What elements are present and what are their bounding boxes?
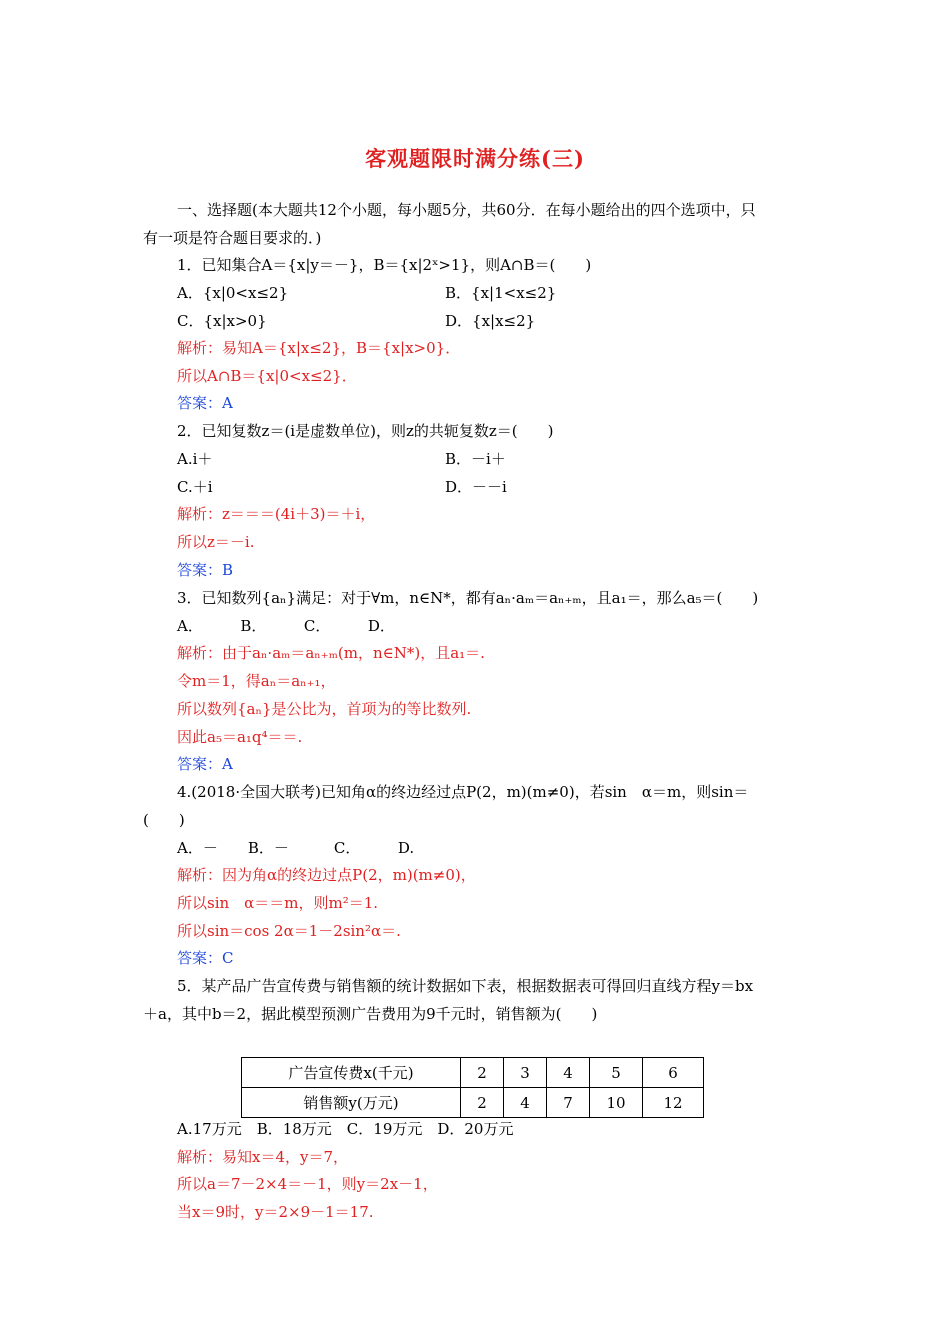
q2-solution-2: 所以z＝－i. (177, 533, 255, 551)
table-row (242, 1088, 704, 1118)
q5-stem-2: ＋a，其中b＝2，据此模型预测广告费用为9千元时，销售额为( ) (143, 1005, 598, 1023)
q3-solution-1: 解析：由于aₙ·aₘ＝aₙ₊ₘ(m，n∈N*)，且a₁＝. (177, 644, 485, 662)
q2-solution-1: 解析：z＝＝＝(4i＋3)＝＋i， (177, 505, 376, 523)
q4-solution-1: 解析：因为角α的终边过点P(2，m)(m≠0)， (177, 866, 476, 884)
q2-option-b: B．－i＋ (445, 450, 506, 468)
q4-options: A．－ B．－ C． D. (177, 839, 415, 857)
q4-stem-2: ( ) (143, 811, 185, 829)
table-cell: 2 (461, 1088, 504, 1118)
q2-answer: 答案：B (177, 561, 234, 579)
q1-solution-1: 解析：易知A＝{x|x≤2}，B＝{x|x>0}． (177, 339, 461, 357)
q5-solution-3: 当x＝9时，y＝2×9－1＝17. (177, 1203, 374, 1221)
q1-option-b: B．{x|1<x≤2} (445, 284, 557, 302)
q2-option-a: A.i＋ (177, 450, 213, 468)
table-cell: 3 (504, 1058, 547, 1088)
table-cell: 6 (643, 1058, 704, 1088)
q5-options: A.17万元 B．18万元 C．19万元 D．20万元 (177, 1120, 514, 1138)
table-row (242, 1058, 704, 1088)
q1-option-d: D．{x|x≤2} (445, 312, 536, 330)
q1-answer: 答案：A (177, 394, 233, 412)
table-cell: 4 (504, 1088, 547, 1118)
q5-data-table (241, 1057, 704, 1118)
q1-solution-2: 所以A∩B＝{x|0<x≤2}． (177, 367, 357, 385)
q3-solution-3: 所以数列{aₙ}是公比为，首项为的等比数列. (177, 700, 472, 718)
page-title: 客观题限时满分练(三) (365, 146, 585, 171)
q1-option-a: A．{x|0<x≤2} (177, 284, 289, 302)
q4-solution-2: 所以sin α＝＝m，则m²＝1. (177, 894, 379, 912)
table-cell: 10 (590, 1088, 643, 1118)
q3-solution-2: 令m＝1，得aₙ＝aₙ₊₁， (177, 672, 336, 690)
table-cell: 2 (461, 1058, 504, 1088)
q1-stem: 1．已知集合A＝{x|y＝－}，B＝{x|2ˣ>1}，则A∩B＝( ) (177, 256, 592, 274)
q3-solution-4: 因此a₅＝a₁q⁴＝＝. (177, 728, 303, 746)
q5-solution-1: 解析：易知x＝4，y＝7， (177, 1148, 349, 1166)
q4-answer: 答案：C (177, 949, 234, 967)
q2-option-d: D．－－i (445, 478, 507, 496)
table-cell: 销售额y(万元) (242, 1088, 461, 1118)
q5-stem-1: 5．某产品广告宣传费与销售额的统计数据如下表，根据数据表可得回归直线方程y＝bx (177, 977, 754, 995)
q4-solution-3: 所以sin＝cos 2α＝1－2sin²α＝. (177, 922, 401, 940)
table-cell: 4 (547, 1058, 590, 1088)
table-cell: 广告宣传费x(千元) (242, 1058, 461, 1088)
q2-option-c: C.＋i (177, 478, 213, 496)
section-intro-line-2: 有一项是符合题目要求的．) (143, 229, 322, 247)
table-cell: 5 (590, 1058, 643, 1088)
q5-solution-2: 所以a＝7－2×4＝－1，则y＝2x－1， (177, 1175, 438, 1193)
q1-option-c: C．{x|x>0} (177, 312, 267, 330)
table-cell: 7 (547, 1088, 590, 1118)
section-intro-line-1: 一、选择题(本大题共12个小题，每小题5分，共60分．在每小题给出的四个选项中，只 (177, 201, 756, 219)
q2-stem: 2．已知复数z＝(i是虚数单位)，则z的共轭复数z＝( ) (177, 422, 554, 440)
q4-stem-1: 4.(2018·全国大联考)已知角α的终边经过点P(2，m)(m≠0)，若sin α＝m，则sin＝ (177, 783, 749, 801)
table-cell: 12 (643, 1088, 704, 1118)
q3-answer: 答案：A (177, 755, 233, 773)
q3-stem: 3．已知数列{aₙ}满足：对于∀m，n∈N*，都有aₙ·aₘ＝aₙ₊ₘ，且a₁＝，那么a₅＝( ) (177, 589, 759, 607)
q3-options: A． B． C． D． (177, 617, 395, 635)
